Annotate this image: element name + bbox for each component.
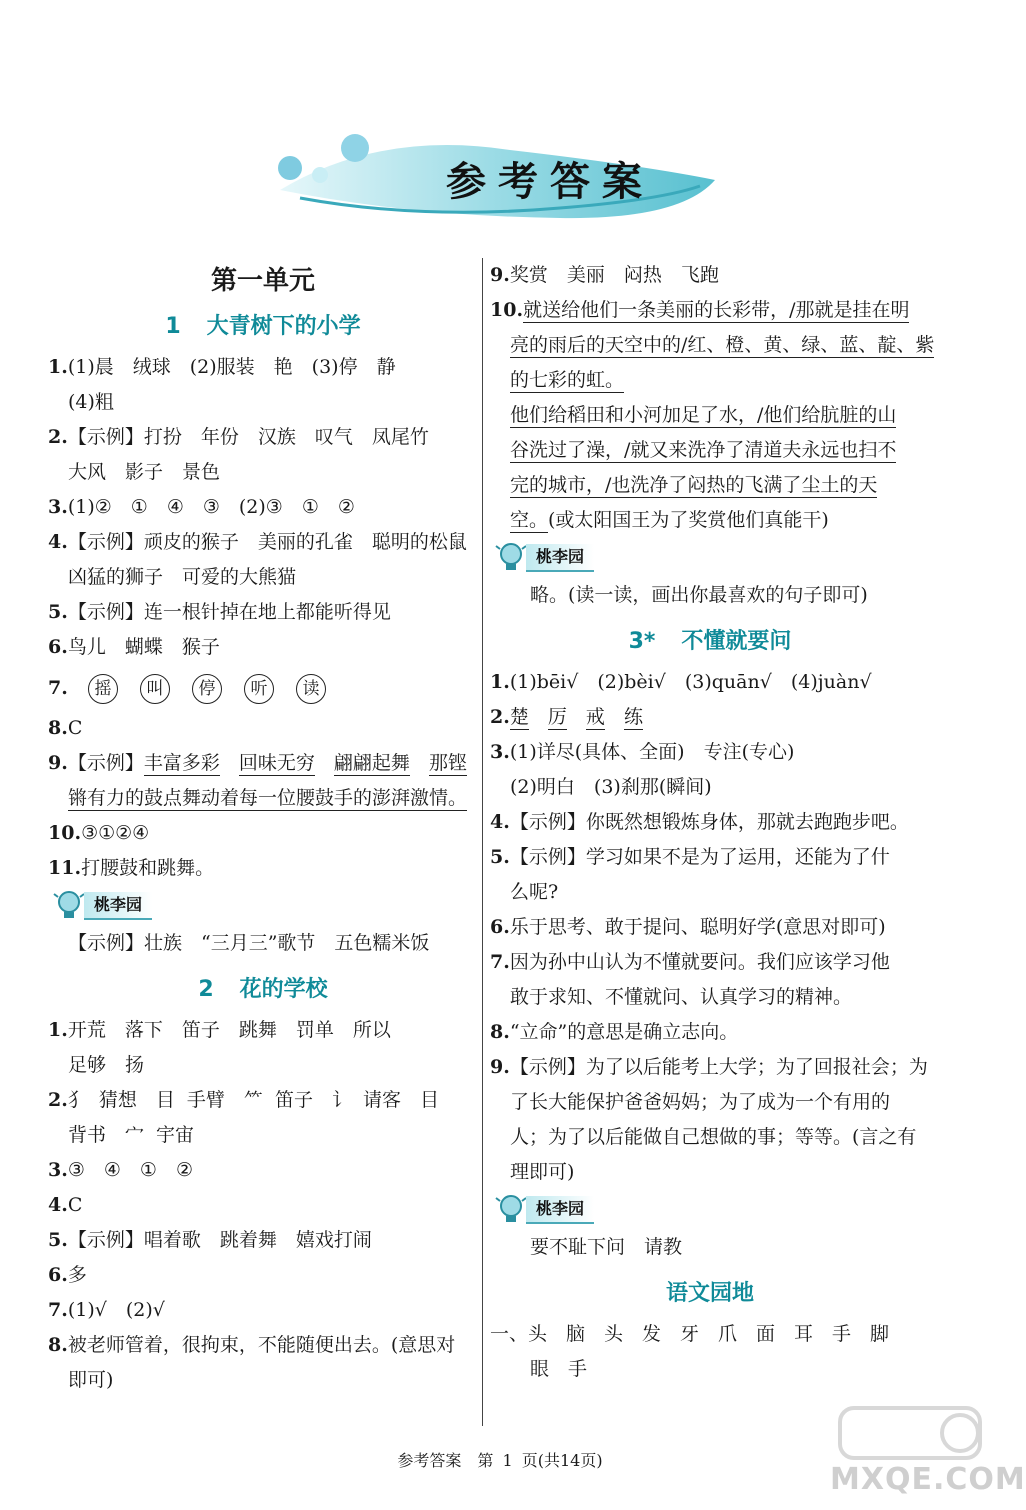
answer-item: 5.【示例】唱着歌 跳着舞 嬉戏打闹 [48, 1229, 372, 1251]
answer-item: 4.【示例】顽皮的猴子 美丽的孔雀 聪明的松鼠 [48, 531, 467, 553]
lightbulb-icon [494, 1192, 528, 1226]
answer-item: 的七彩的虹。 [510, 369, 625, 391]
circled-char: 听 [244, 674, 274, 704]
answer-item: 略。(读一读，画出你最喜欢的句子即可) [530, 584, 868, 606]
taoli-label: 桃李园 [526, 1196, 594, 1224]
lesson-1-title [48, 304, 478, 350]
answer-item: 6.鸟儿 蝴蝶 猴子 [48, 636, 220, 658]
answer-item: 亮的雨后的天空中的/红、橙、黄、绿、蓝、靛、紫 [510, 334, 935, 356]
answer-item: 谷洗过了澡，/就又来洗净了清道夫永远也扫不 [510, 439, 897, 461]
circled-char: 读 [296, 674, 326, 704]
answer-item: 4.C [48, 1194, 83, 1216]
taoli-section [48, 886, 478, 926]
answer-item: 11.打腰鼓和跳舞。 [48, 857, 215, 879]
answer-item: 3.(1)详尽(具体、全面) 专注(专心) [490, 741, 795, 763]
answer-item: (4)粗 [68, 391, 114, 413]
answer-item: 6.乐于思考、敢于提问、聪明好学(意思对即可) [490, 916, 886, 938]
answer-item: 3.③ ④ ① ② [48, 1159, 193, 1181]
answer-item: 即可) [68, 1369, 114, 1391]
answer-item: 2.楚 厉 戒 练 [490, 706, 643, 728]
lesson-number: 2 [198, 977, 214, 1002]
taoli-section [490, 538, 930, 578]
answer-item: 他们给稻田和小河加足了水，/他们给肮脏的山 [510, 404, 897, 426]
yuwen-yuandi-title [490, 1271, 930, 1317]
lesson-name: 不懂就要问 [681, 629, 792, 654]
answer-item: 大风 影子 景色 [68, 461, 221, 483]
answer-item: 理即可) [510, 1161, 575, 1183]
circled-char: 停 [192, 674, 222, 704]
answer-item: 锵有力的鼓点舞动着每一位腰鼓手的澎湃激情。 [68, 787, 468, 809]
watermark-logo [830, 1400, 1026, 1500]
answer-item: 10.就送给他们一条美丽的长彩带，/那就是挂在明 [490, 299, 910, 321]
lesson-number: 1 [165, 314, 181, 339]
answer-item: 1.(1)晨 绒球 (2)服装 艳 (3)停 静 [48, 356, 396, 378]
answer-item: 完的城市，/也洗净了闷热的飞满了尘土的天 [510, 474, 878, 496]
answer-item: 8.C [48, 717, 83, 739]
answer-item: 9.【示例】丰富多彩 回味无穷 翩翩起舞 那铿 [48, 752, 467, 774]
lightbulb-icon [494, 540, 528, 574]
answer-item: 9.【示例】为了以后能考上大学；为了回报社会；为 [490, 1056, 928, 1078]
taoli-section [490, 1190, 930, 1230]
answer-item: (2)明白 (3)刹那(瞬间) [510, 776, 712, 798]
answer-item: 敢于求知、不懂就问、认真学习的精神。 [510, 986, 853, 1008]
watermark-text: MXQE.COM [830, 1462, 1026, 1497]
right-column [490, 258, 935, 1387]
answer-item: 3.(1)② ① ④ ③ (2)③ ① ② [48, 496, 355, 518]
lesson-3-title [490, 619, 930, 665]
answer-item: 【示例】壮族 “三月三”歌节 五色糯米饭 [68, 932, 430, 954]
answer-item: 7.(1)√ (2)√ [48, 1299, 165, 1321]
answer-item: 空。(或太阳国王为了奖赏他们真能干) [510, 509, 829, 531]
answer-item: 6.多 [48, 1264, 87, 1286]
answer-item: 8.“立命”的意思是确立志向。 [490, 1021, 739, 1043]
lesson-name: 花的学校 [239, 977, 328, 1002]
lesson-2-title [48, 967, 478, 1013]
answer-item: 5.【示例】连一根针掉在地上都能听得见 [48, 601, 391, 623]
answer-item: 5.【示例】学习如果不是为了运用，还能为了什 [490, 846, 890, 868]
answer-item: 10.③①②④ [48, 822, 150, 844]
lesson-name: 大青树下的小学 [206, 314, 361, 339]
answer-item: 凶猛的狮子 可爱的大熊猫 [68, 566, 297, 588]
answer-item: 么呢? [510, 881, 559, 903]
unit-title: 第一单元 [210, 266, 315, 296]
circled-char: 摇 [88, 674, 118, 704]
lightbulb-icon [52, 888, 86, 922]
answer-item: 4.【示例】你既然想锻炼身体，那就去跑跑步吧。 [490, 811, 909, 833]
column-divider [482, 258, 483, 1426]
answer-item: 足够 扬 [68, 1054, 145, 1076]
answer-item: 8.被老师管着，很拘束，不能随便出去。(意思对 [48, 1334, 456, 1356]
lesson-name: 语文园地 [665, 1281, 754, 1306]
circled-char: 叫 [140, 674, 170, 704]
left-column [48, 258, 478, 1398]
answer-item: 2.【示例】打扮 年份 汉族 叹气 凤尾竹 [48, 426, 429, 448]
page-footer: 参考答案 第 1 页(共14页) [397, 1451, 603, 1470]
answer-item: 人；为了以后能做自己想做的事；等等。(言之有 [510, 1126, 917, 1148]
answer-item: 7. 摇 叫 停 听 读 [48, 665, 478, 711]
answer-item: 眼 手 [530, 1358, 588, 1380]
answer-item: 2.犭 猜想 目 手臂 ⺮ 笛子 讠 请客 目 [48, 1089, 440, 1111]
page-title: 参考答案 [446, 159, 654, 205]
answer-item: 9.奖赏 美丽 闷热 飞跑 [490, 264, 719, 286]
answer-item: 一、头 脑 头 发 牙 爪 面 耳 手 脚 [490, 1323, 890, 1345]
answer-item: 要不耻下问 请教 [530, 1236, 683, 1258]
title-banner [260, 120, 730, 230]
taoli-label: 桃李园 [84, 892, 152, 920]
watermark-logo-icon [830, 1400, 990, 1470]
taoli-label: 桃李园 [526, 544, 594, 572]
answer-item: 7.因为孙中山认为不懂就要问。我们应该学习他 [490, 951, 890, 973]
answer-item: 1.(1)bēi√ (2)bèi√ (3)quān√ (4)juàn√ [490, 671, 872, 693]
answer-item: 背书 宀 宇宙 [68, 1124, 195, 1146]
lesson-number: 3* [628, 629, 656, 654]
answer-item: 了长大能保护爸爸妈妈；为了成为一个有用的 [510, 1091, 891, 1113]
answer-item: 1.开荒 落下 笛子 跳舞 罚单 所以 [48, 1019, 391, 1041]
